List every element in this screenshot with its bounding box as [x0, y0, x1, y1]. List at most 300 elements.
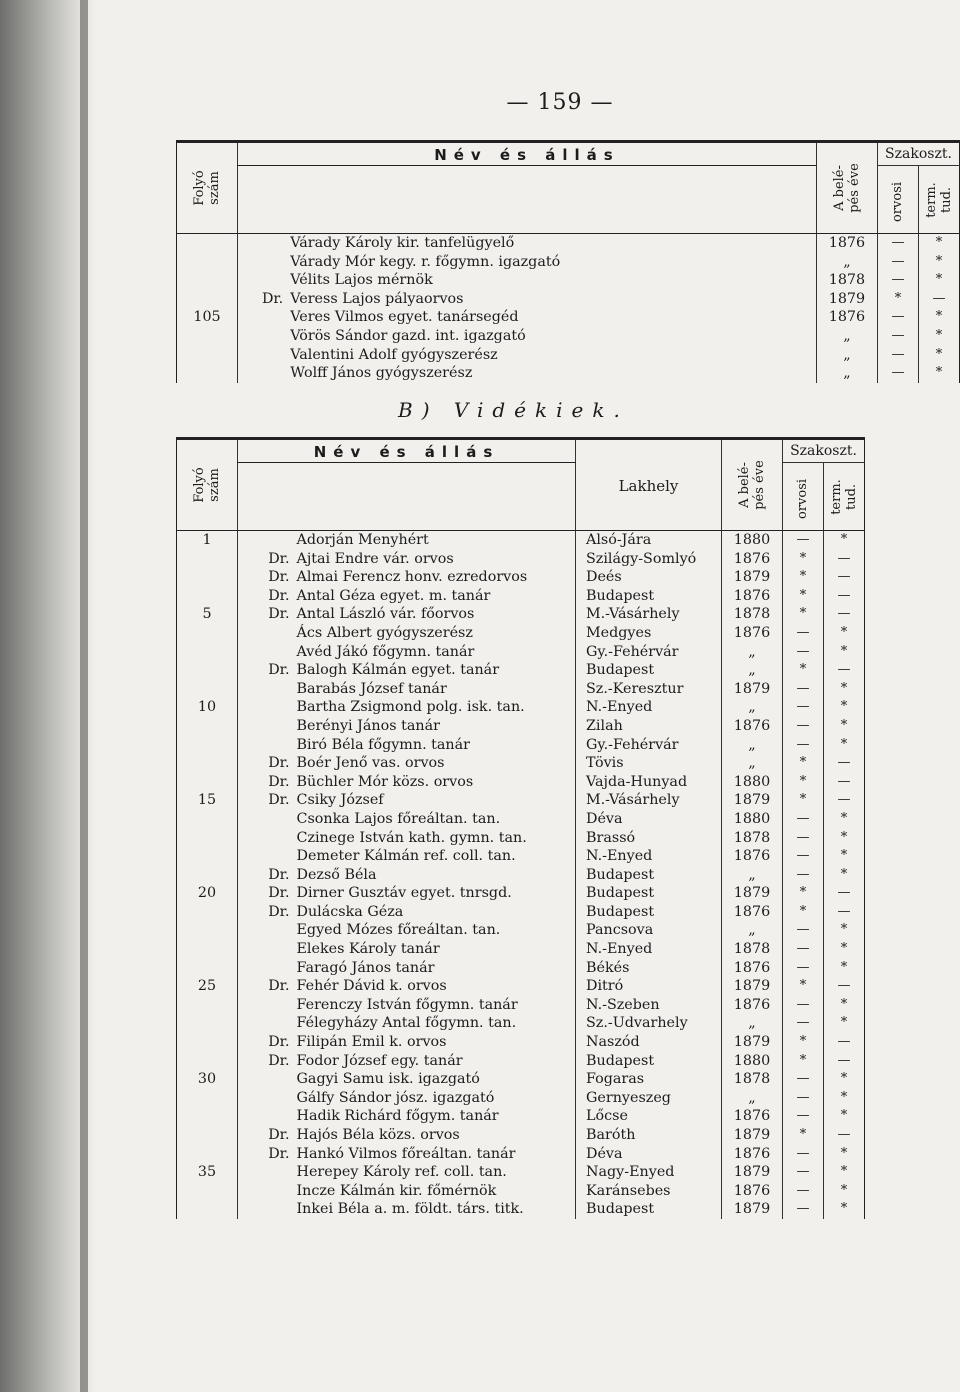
table-row: [177, 253, 960, 272]
row-medical-mark: —: [877, 308, 918, 327]
row-natural-science-mark: *: [824, 1089, 865, 1108]
row-natural-science-mark: *: [824, 1070, 865, 1089]
row-natural-science-mark: *: [824, 698, 865, 717]
row-natural-science-mark: *: [824, 959, 865, 978]
row-number: [177, 290, 238, 309]
row-name-position: Antal László vár. főorvos: [296, 606, 475, 623]
row-residence: Pancsova: [576, 921, 722, 940]
row-natural-science-mark: *: [918, 308, 959, 327]
row-entry-year: 1880: [722, 810, 783, 829]
row-title: [238, 308, 288, 327]
row-title: [238, 1070, 294, 1089]
table-row: [177, 698, 865, 717]
row-medical-mark: —: [783, 1070, 824, 1089]
row-natural-science-mark: —: [824, 1126, 865, 1145]
table-row: [177, 271, 960, 290]
row-medical-mark: —: [783, 866, 824, 885]
table-row: [177, 940, 865, 959]
table-row: [177, 959, 865, 978]
row-entry-year: 1879: [722, 977, 783, 996]
row-medical-mark: *: [783, 884, 824, 903]
row-natural-science-mark: —: [824, 791, 865, 810]
row-number: [177, 587, 238, 606]
row-medical-mark: *: [783, 773, 824, 792]
row-title: [238, 1089, 294, 1108]
row-medical-mark: —: [783, 1200, 824, 1219]
row-entry-year: 1876: [722, 959, 783, 978]
row-entry-year: 1876: [722, 1107, 783, 1126]
row-medical-mark: *: [783, 754, 824, 773]
row-residence: Déva: [576, 810, 722, 829]
table-row: [177, 1145, 865, 1164]
row-entry-year: 1878: [722, 940, 783, 959]
row-medical-mark: *: [783, 568, 824, 587]
row-entry-year: 1880: [722, 531, 783, 550]
row-name-position: Hadik Richárd főgym. tanár: [296, 1108, 499, 1125]
table-row: [177, 773, 865, 792]
row-entry-year: 1876: [722, 1145, 783, 1164]
row-title: [238, 234, 288, 253]
row-residence: N.-Szeben: [576, 996, 722, 1015]
row-title: Dr.: [238, 550, 294, 569]
row-number: 30: [177, 1070, 238, 1089]
row-number: [177, 754, 238, 773]
row-natural-science-mark: —: [824, 550, 865, 569]
row-entry-year: 1878: [722, 829, 783, 848]
row-natural-science-mark: —: [918, 290, 959, 309]
header-orvosi-2: orvosi: [783, 463, 824, 531]
section-title: B) Vidékiek.: [398, 398, 629, 422]
row-entry-year: „: [722, 1014, 783, 1033]
row-name-position: Dirner Gusztáv egyet. tnrsgd.: [296, 885, 512, 902]
row-entry-year: 1879: [722, 1126, 783, 1145]
book-binding-edge: [80, 0, 88, 1392]
row-residence: N.-Enyed: [576, 847, 722, 866]
row-medical-mark: —: [877, 234, 918, 253]
table-row: [177, 624, 865, 643]
row-title: [238, 921, 294, 940]
row-title: [238, 1107, 294, 1126]
row-natural-science-mark: —: [824, 773, 865, 792]
header-nev-es-allas: Név és állás: [238, 142, 817, 166]
row-name-position: Fehér Dávid k. orvos: [296, 978, 447, 995]
row-natural-science-mark: *: [918, 234, 959, 253]
table-row: [177, 810, 865, 829]
row-title: Dr.: [238, 903, 294, 922]
table-row: [177, 290, 960, 309]
table-row: [177, 1107, 865, 1126]
row-entry-year: 1876: [722, 903, 783, 922]
row-number: [177, 1200, 238, 1219]
header-term-tud-2: term. tud.: [824, 463, 865, 531]
row-entry-year: 1879: [722, 1163, 783, 1182]
row-number: [177, 1089, 238, 1108]
row-natural-science-mark: —: [824, 884, 865, 903]
table-row: [177, 531, 865, 550]
table-row: [177, 568, 865, 587]
row-name-position: Wolff János gyógyszerész: [290, 365, 473, 382]
row-number: [177, 680, 238, 699]
row-number: [177, 1033, 238, 1052]
row-residence: Tövis: [576, 754, 722, 773]
row-entry-year: 1879: [722, 1200, 783, 1219]
row-number: [177, 1052, 238, 1071]
row-title: [238, 736, 294, 755]
row-name-position: Faragó János tanár: [296, 959, 435, 976]
row-name-position: Berényi János tanár: [296, 717, 440, 734]
row-name-position: Várady Mór kegy. r. főgymn. igazgató: [290, 253, 561, 270]
row-title: [238, 847, 294, 866]
row-name-position: Ajtai Endre vár. orvos: [296, 550, 454, 567]
row-natural-science-mark: —: [824, 903, 865, 922]
row-number: [177, 903, 238, 922]
row-number: 5: [177, 605, 238, 624]
header-szakoszt: Szakoszt.: [877, 142, 959, 166]
row-residence: Gernyeszeg: [576, 1089, 722, 1108]
row-natural-science-mark: —: [824, 977, 865, 996]
header-szakoszt-2: Szakoszt.: [783, 439, 865, 463]
row-number: [177, 253, 238, 272]
table-row: [177, 1200, 865, 1219]
row-name-position: Inkei Béla a. m. földt. társ. titk.: [296, 1201, 524, 1218]
row-title: [238, 1014, 294, 1033]
row-residence: Budapest: [576, 1052, 722, 1071]
row-name-position: Félegyházy Antal főgymn. tan.: [296, 1015, 517, 1032]
table-row: [177, 921, 865, 940]
row-number: [177, 234, 238, 253]
row-residence: Alsó-Jára: [576, 531, 722, 550]
table-row: [177, 754, 865, 773]
row-title: [238, 624, 294, 643]
row-medical-mark: *: [783, 791, 824, 810]
row-entry-year: „: [722, 866, 783, 885]
row-medical-mark: —: [783, 717, 824, 736]
row-medical-mark: —: [783, 996, 824, 1015]
row-medical-mark: —: [783, 1089, 824, 1108]
row-natural-science-mark: —: [824, 754, 865, 773]
row-title: [238, 531, 294, 550]
table-row: [177, 1070, 865, 1089]
table-row: [177, 996, 865, 1015]
table-row: [177, 1052, 865, 1071]
row-name-position: Barabás József tanár: [296, 680, 447, 697]
row-entry-year: 1879: [722, 680, 783, 699]
row-title: Dr.: [238, 791, 294, 810]
row-medical-mark: —: [783, 698, 824, 717]
table-row: [177, 364, 960, 383]
row-entry-year: 1879: [722, 884, 783, 903]
row-entry-year: „: [722, 754, 783, 773]
row-number: [177, 643, 238, 662]
header-belepes-eve: A belé-pés éve: [816, 142, 877, 234]
row-residence: Déva: [576, 1145, 722, 1164]
row-number: [177, 1014, 238, 1033]
table-row: [177, 587, 865, 606]
header-folyo-szam: Folyó szám: [177, 142, 238, 234]
row-name-position: Avéd Jákó főgymn. tanár: [296, 643, 475, 660]
row-title: [238, 829, 294, 848]
row-medical-mark: —: [783, 921, 824, 940]
row-medical-mark: *: [783, 977, 824, 996]
table-row: [177, 661, 865, 680]
table-row: [177, 605, 865, 624]
row-title: [238, 1200, 294, 1219]
row-medical-mark: —: [783, 680, 824, 699]
row-title: Dr.: [238, 977, 294, 996]
table-row: [177, 308, 960, 327]
row-name-position: Hajós Béla közs. orvos: [296, 1127, 460, 1143]
row-title: Dr.: [238, 1033, 294, 1052]
row-entry-year: „: [816, 253, 877, 272]
row-name-position: Ács Albert gyógyszerész: [296, 624, 473, 641]
row-title: [238, 1182, 294, 1201]
row-medical-mark: —: [783, 1107, 824, 1126]
row-natural-science-mark: *: [918, 271, 959, 290]
row-title: Dr.: [238, 290, 288, 309]
row-residence: Gy.-Fehérvár: [576, 643, 722, 662]
row-residence: Sz.-Udvarhely: [576, 1014, 722, 1033]
row-name-position: Czinege István kath. gymn. tan.: [296, 829, 527, 846]
row-residence: Lőcse: [576, 1107, 722, 1126]
row-residence: Budapest: [576, 884, 722, 903]
table-row: [177, 1014, 865, 1033]
row-medical-mark: *: [783, 587, 824, 606]
row-name-position: Gagyi Samu isk. igazgató: [296, 1071, 480, 1088]
table-row: [177, 234, 960, 253]
table-row: [177, 866, 865, 885]
row-medical-mark: —: [783, 1014, 824, 1033]
row-number: [177, 568, 238, 587]
row-natural-science-mark: *: [824, 680, 865, 699]
row-natural-science-mark: —: [824, 1033, 865, 1052]
row-natural-science-mark: —: [824, 1052, 865, 1071]
row-entry-year: 1876: [722, 587, 783, 606]
row-number: [177, 717, 238, 736]
table-row: [177, 680, 865, 699]
row-name-position: Antal Géza egyet. m. tanár: [296, 587, 491, 604]
row-natural-science-mark: *: [824, 717, 865, 736]
row-residence: Zilah: [576, 717, 722, 736]
row-natural-science-mark: *: [918, 364, 959, 383]
row-medical-mark: —: [877, 364, 918, 383]
row-title: [238, 346, 288, 365]
table-row: [177, 847, 865, 866]
row-residence: Szilágy-Somlyó: [576, 550, 722, 569]
row-entry-year: 1879: [722, 568, 783, 587]
row-medical-mark: —: [877, 271, 918, 290]
row-number: [177, 829, 238, 848]
row-number: 15: [177, 791, 238, 810]
row-name-position: Dezső Béla: [296, 866, 377, 883]
row-medical-mark: —: [783, 736, 824, 755]
row-name-position: Hankó Vilmos főreáltan. tanár: [296, 1145, 516, 1162]
row-name-position: Csiky József: [296, 792, 384, 809]
row-residence: Deés: [576, 568, 722, 587]
row-number: [177, 866, 238, 885]
row-name-position: Boér Jenő vas. orvos: [296, 755, 445, 772]
row-number: 25: [177, 977, 238, 996]
row-natural-science-mark: *: [824, 1182, 865, 1201]
row-residence: Vajda-Hunyad: [576, 773, 722, 792]
row-natural-science-mark: —: [824, 661, 865, 680]
row-natural-science-mark: *: [824, 866, 865, 885]
table-row: [177, 977, 865, 996]
row-name-position: Filipán Emil k. orvos: [296, 1034, 447, 1051]
row-name-position: Bartha Zsigmond polg. isk. tan.: [296, 699, 525, 716]
row-name-position: Fodor József egy. tanár: [296, 1052, 463, 1069]
row-natural-science-mark: *: [824, 624, 865, 643]
row-title: [238, 996, 294, 1015]
row-number: [177, 661, 238, 680]
row-name-position: Biró Béla főgymn. tanár: [296, 736, 470, 753]
page-number: — 159 —: [506, 90, 614, 115]
row-name-position: Büchler Mór közs. orvos: [296, 773, 474, 790]
header-belepes-eve-2: A belé-pés éve: [722, 439, 783, 531]
header-folyo-szam-2: Folyó szám: [177, 439, 238, 531]
row-medical-mark: —: [877, 253, 918, 272]
row-natural-science-mark: *: [824, 810, 865, 829]
row-entry-year: 1876: [816, 234, 877, 253]
row-title: Dr.: [238, 754, 294, 773]
table-row: [177, 717, 865, 736]
row-name-position: Egyed Mózes főreáltan. tan.: [296, 922, 501, 939]
row-medical-mark: —: [783, 1163, 824, 1182]
table-row: [177, 884, 865, 903]
row-residence: Budapest: [576, 661, 722, 680]
row-name-position: Várady Károly kir. tanfelügyelő: [290, 235, 515, 251]
row-residence: M.-Vásárhely: [576, 791, 722, 810]
row-number: [177, 624, 238, 643]
table-row: [177, 1163, 865, 1182]
row-number: [177, 996, 238, 1015]
row-number: [177, 959, 238, 978]
row-title: [238, 940, 294, 959]
row-entry-year: 1876: [722, 847, 783, 866]
row-natural-science-mark: *: [824, 736, 865, 755]
row-residence: Naszód: [576, 1033, 722, 1052]
row-title: Dr.: [238, 1052, 294, 1071]
row-name-position: Herepey Károly ref. coll. tan.: [296, 1164, 507, 1181]
row-entry-year: 1879: [722, 1033, 783, 1052]
row-number: [177, 847, 238, 866]
row-medical-mark: —: [783, 829, 824, 848]
row-title: [238, 680, 294, 699]
row-entry-year: „: [722, 921, 783, 940]
row-medical-mark: *: [783, 1033, 824, 1052]
row-natural-science-mark: *: [824, 1145, 865, 1164]
row-title: [238, 810, 294, 829]
row-title: [238, 271, 288, 290]
row-entry-year: „: [816, 327, 877, 346]
row-number: 20: [177, 884, 238, 903]
row-entry-year: 1879: [816, 290, 877, 309]
row-name-position: Balogh Kálmán egyet. tanár: [296, 662, 500, 679]
table-row: [177, 1089, 865, 1108]
row-medical-mark: —: [783, 643, 824, 662]
table-row: [177, 1126, 865, 1145]
row-residence: Budapest: [576, 866, 722, 885]
row-natural-science-mark: *: [824, 643, 865, 662]
row-number: [177, 1182, 238, 1201]
row-title: [238, 253, 288, 272]
row-number: [177, 773, 238, 792]
row-name-position: Veress Lajos pályaorvos: [290, 290, 464, 307]
row-number: [177, 921, 238, 940]
row-residence: Budapest: [576, 903, 722, 922]
row-title: [238, 1163, 294, 1182]
row-number: [177, 327, 238, 346]
header-lakhely: Lakhely: [576, 439, 722, 531]
row-medical-mark: *: [783, 605, 824, 624]
row-medical-mark: *: [783, 1126, 824, 1145]
row-natural-science-mark: *: [824, 829, 865, 848]
row-entry-year: 1876: [722, 717, 783, 736]
row-title: [238, 364, 288, 383]
row-residence: Békés: [576, 959, 722, 978]
row-entry-year: „: [722, 1089, 783, 1108]
row-medical-mark: —: [783, 940, 824, 959]
row-name-position: Csonka Lajos főreáltan. tan.: [296, 810, 501, 827]
row-entry-year: 1876: [722, 624, 783, 643]
row-natural-science-mark: *: [824, 996, 865, 1015]
row-medical-mark: *: [877, 290, 918, 309]
row-medical-mark: *: [783, 550, 824, 569]
row-natural-science-mark: *: [824, 531, 865, 550]
row-residence: Sz.-Keresztur: [576, 680, 722, 699]
row-number: 10: [177, 698, 238, 717]
row-residence: Gy.-Fehérvár: [576, 736, 722, 755]
row-medical-mark: —: [783, 531, 824, 550]
row-natural-science-mark: *: [824, 921, 865, 940]
row-entry-year: „: [722, 698, 783, 717]
row-name-position: Elekes Károly tanár: [296, 941, 440, 958]
row-title: [238, 717, 294, 736]
row-entry-year: 1880: [722, 773, 783, 792]
members-table-videkiek: [176, 437, 865, 1219]
table-row: [177, 1033, 865, 1052]
row-title: [238, 959, 294, 978]
row-entry-year: 1880: [722, 1052, 783, 1071]
row-natural-science-mark: *: [824, 940, 865, 959]
row-entry-year: 1878: [722, 1070, 783, 1089]
row-entry-year: 1876: [722, 1182, 783, 1201]
row-medical-mark: —: [783, 847, 824, 866]
row-number: 105: [177, 308, 238, 327]
row-medical-mark: *: [783, 661, 824, 680]
row-natural-science-mark: —: [824, 587, 865, 606]
header-nev-es-allas-2: Név és állás: [238, 439, 576, 463]
row-residence: Ditró: [576, 977, 722, 996]
row-number: [177, 940, 238, 959]
table-row: [177, 736, 865, 755]
row-title: [238, 643, 294, 662]
row-natural-science-mark: *: [824, 1107, 865, 1126]
row-natural-science-mark: *: [918, 346, 959, 365]
row-number: [177, 346, 238, 365]
row-residence: Budapest: [576, 587, 722, 606]
row-title: Dr.: [238, 866, 294, 885]
row-number: 1: [177, 531, 238, 550]
row-residence: Medgyes: [576, 624, 722, 643]
row-title: Dr.: [238, 568, 294, 587]
row-number: [177, 1126, 238, 1145]
row-residence: Baróth: [576, 1126, 722, 1145]
row-number: [177, 271, 238, 290]
row-medical-mark: —: [783, 810, 824, 829]
row-entry-year: 1879: [722, 791, 783, 810]
row-natural-science-mark: *: [918, 327, 959, 346]
row-medical-mark: *: [783, 1052, 824, 1071]
